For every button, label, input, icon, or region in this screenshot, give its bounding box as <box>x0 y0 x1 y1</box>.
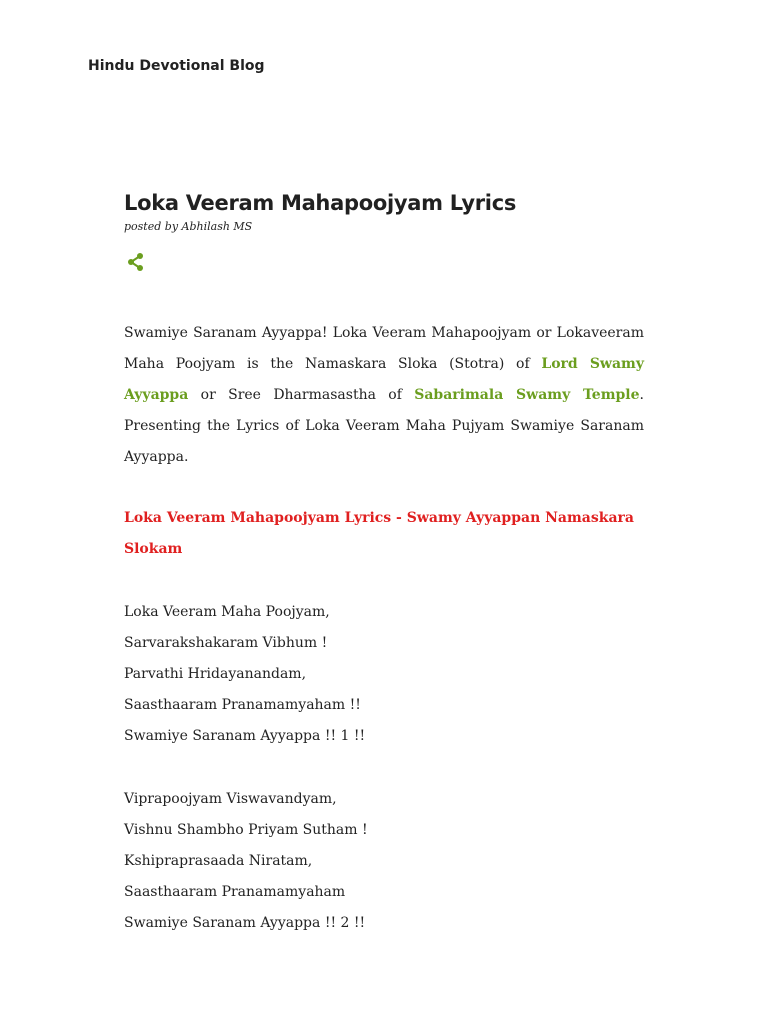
intro-text-2: or Sree Dharmasastha of <box>188 387 415 403</box>
verse-line: Saasthaaram Pranamamyaham !! <box>124 697 361 713</box>
post-byline: posted by Abhilash MS <box>124 220 253 233</box>
post <box>124 186 644 939</box>
intro-text-1: Swamiye Saranam Ayyappa! Loka Veeram Mahapoojyam or Lokaveeram Maha Poojyam is the Namaskara Sloka (Stotra) of <box>124 325 644 372</box>
intro-text-3: . Presenting the Lyrics of Loka Veeram Maha Pujyam Swamiye Saranam Ayyappa. <box>124 387 644 465</box>
blog-title[interactable]: Hindu Devotional Blog <box>88 58 265 74</box>
verse-line: Swamiye Saranam Ayyappa !! 1 !! <box>124 728 366 744</box>
stanza-1 <box>124 597 644 752</box>
lord-swamy-ayyappa-link[interactable]: Lord Swamy Ayyappa <box>124 356 645 403</box>
verse-line: Viprapoojyam Viswavandyam, <box>124 791 337 807</box>
verse-line: Sarvarakshakaram Vibhum ! <box>124 635 328 651</box>
verse-line: Kshipraprasaada Niratam, <box>124 853 313 869</box>
intro-paragraph <box>124 318 644 473</box>
verse-line: Loka Veeram Maha Poojyam, <box>124 604 330 620</box>
sabarimala-temple-link[interactable]: Sabarimala Swamy Temple <box>414 387 640 403</box>
verse-line: Saasthaaram Pranamamyaham <box>124 884 346 900</box>
share-icon[interactable] <box>125 251 147 273</box>
verse-line: Swamiye Saranam Ayyappa !! 2 !! <box>124 915 366 931</box>
section-heading: Loka Veeram Mahapoojyam Lyrics - Swamy Ayyappan Namaskara Slokam <box>124 510 634 557</box>
stanza-2 <box>124 784 644 939</box>
verse-line: Vishnu Shambho Priyam Sutham ! <box>124 822 368 838</box>
verse-line: Parvathi Hridayanandam, <box>124 666 307 682</box>
post-title: Loka Veeram Mahapoojyam Lyrics <box>124 191 517 215</box>
